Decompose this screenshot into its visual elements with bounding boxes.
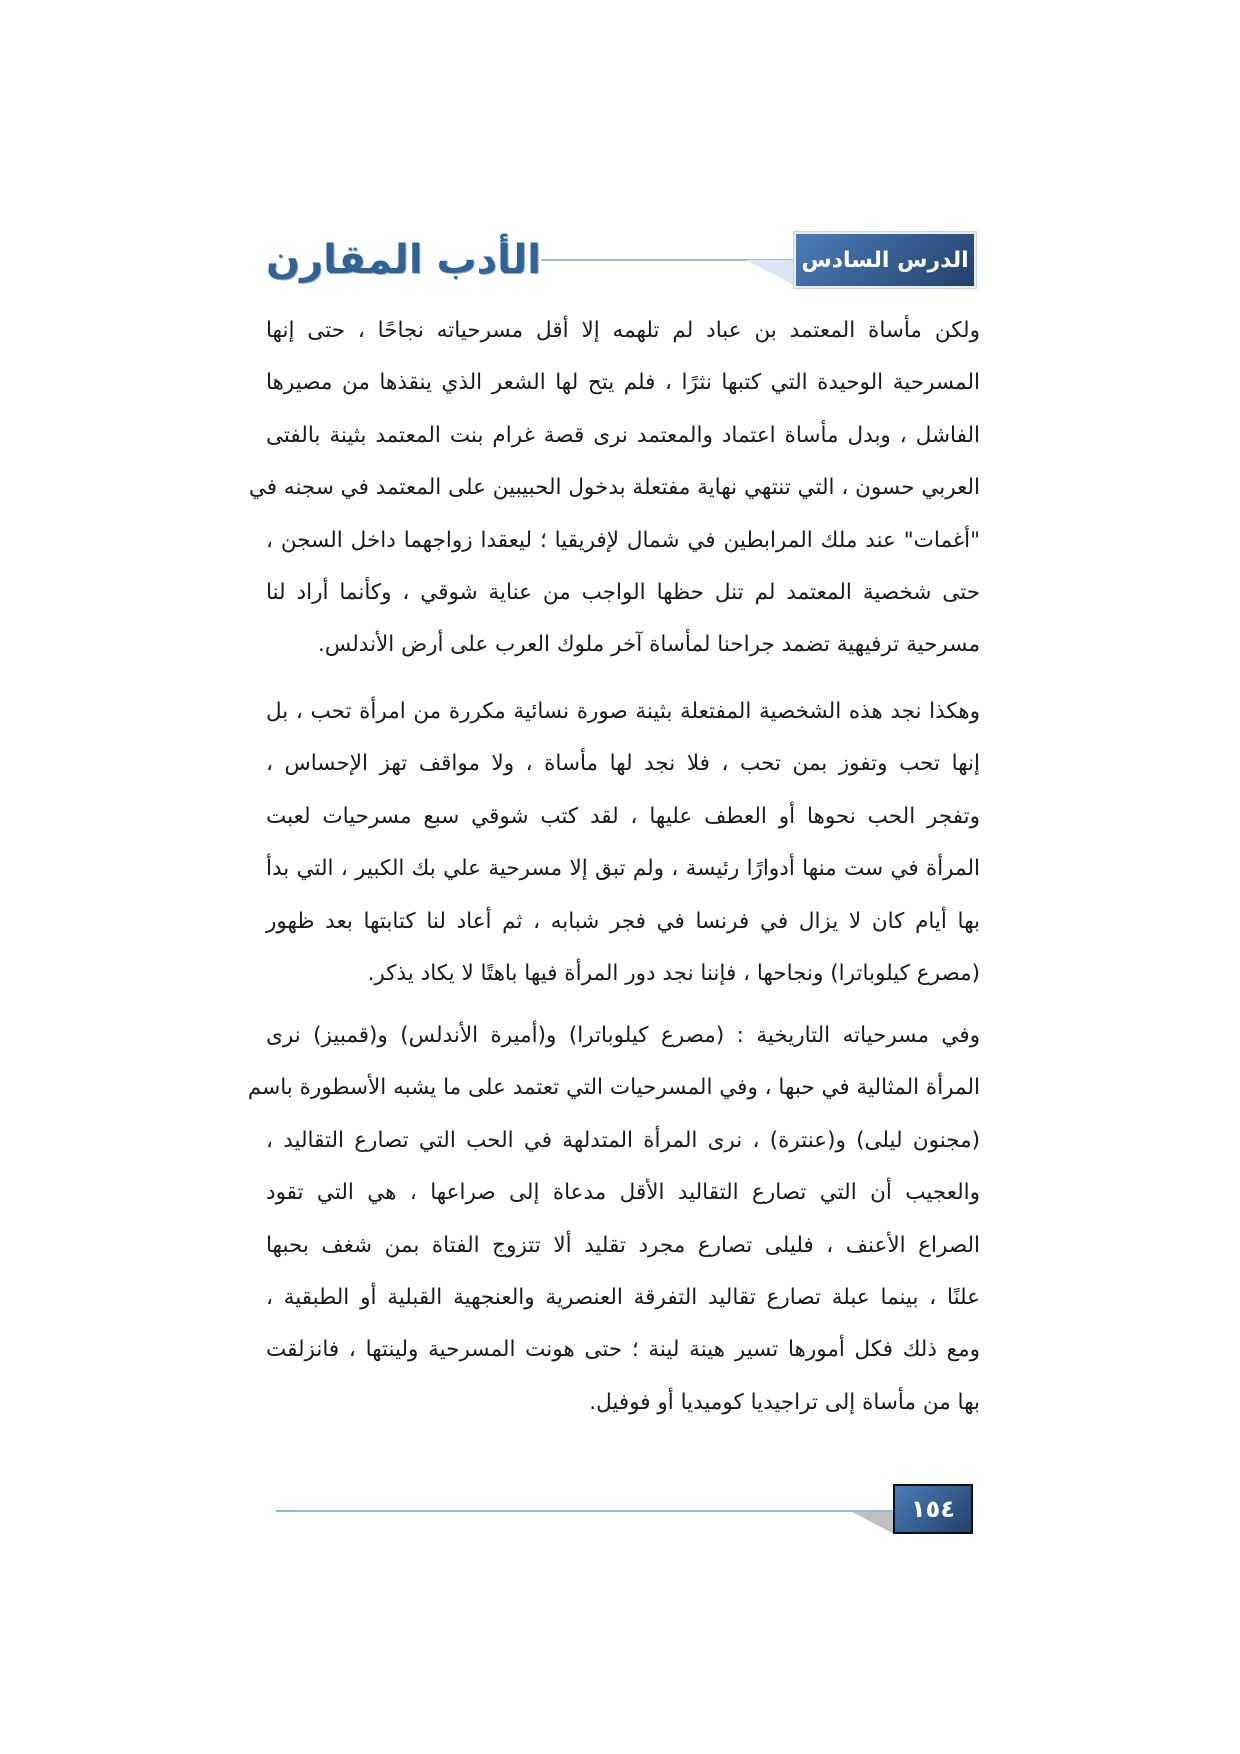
text-line: ولكن مأساة المعتمد بن عباد لم تلهمه إلا أقل مسرحياته نجاحًا ، حتى إنها	[266, 318, 980, 343]
text-line: وفي مسرحياته التاريخية : (مصرع كيلوباترا) و(أميرة الأندلس) و(قمبيز) نرى	[266, 1023, 980, 1048]
text-line: علنًا ، بينما عبلة تصارع تقاليد التفرقة العنصرية والعنجهية القبلية أو الطبقية ،	[266, 1284, 980, 1310]
text-line: والعجيب أن التي تصارع التقاليد الأقل مدعاة إلى صراعها ، هي التي تقود	[266, 1180, 980, 1206]
text-line: الفاشل ، وبدل مأساة اعتماد والمعتمد نرى قصة غرام بنت المعتمد بثينة بالفتى	[266, 422, 980, 448]
text-line: الصراع الأعنف ، فليلى تصارع مجرد تقليد ألا تتزوج الفتاة بمن شغف بحبها	[266, 1232, 980, 1258]
text-line: بها أيام كان لا يزال في فرنسا في فجر شبابه ، ثم أعاد لنا كتابتها بعد ظهور	[266, 908, 980, 934]
text-line: المرأة في ست منها أدوارًا رئيسة ، ولم تبق إلا مسرحية علي بك الكبير ، التي بدأ	[266, 856, 980, 882]
text-line: مسرحية ترفيهية تضمد جراحنا لمأساة آخر ملوك العرب على أرض الأندلس.	[317, 632, 980, 658]
header-divider-shadow	[746, 260, 796, 286]
text-line: بها من مأساة إلى تراجيديا كوميديا أو فوفيل.	[589, 1389, 980, 1415]
text-line: (مجنون ليلى) و(عنترة) ، نرى المرأة المتدلهة في الحب التي تصارع التقاليد ،	[266, 1127, 980, 1153]
text-line: (مصرع كيلوباترا) ونجاحها ، فإننا نجد دور المرأة فيها باهتًا لا يكاد يذكر.	[367, 960, 980, 986]
text-line: العربي حسون ، التي تنتهي نهاية مفتعلة بدخول الحبيبين على المعتمد في سجنه في	[248, 475, 980, 501]
page-header	[266, 232, 976, 288]
text-line: "أغمات" عند ملك المرابطين في شمال لإفريقيا ؛ ليعقدا زواجهما داخل السجن ،	[266, 527, 980, 553]
footer-divider	[276, 1510, 896, 1512]
text-line: إنها تحب وتفوز بمن تحب ، فلا نجد لها مأساة ، ولا مواقف تهز الإحساس ،	[266, 751, 980, 777]
paragraph-2	[266, 686, 980, 1000]
paragraph-3	[247, 1010, 980, 1429]
text-line: وتفجر الحب نحوها أو العطف عليها ، لقد كتب شوقي سبع مسرحيات لعبت	[266, 803, 980, 829]
lesson-badge: الدرس السادس	[794, 232, 976, 288]
footer-divider-shadow	[852, 1512, 894, 1534]
page-number: ١٥٤	[893, 1484, 973, 1534]
text-line: ومع ذلك فكل أمورها تسير هينة لينة ؛ حتى هونت المسرحية ولينتها ، فانزلقت	[266, 1337, 980, 1363]
book-title: الأدب المقارن	[266, 237, 541, 283]
paragraph-1	[248, 305, 980, 672]
text-line: المرأة المثالية في حبها ، وفي المسرحيات التي تعتمد على ما يشبه الأسطورة باسم	[247, 1075, 980, 1101]
text-line: وهكذا نجد هذه الشخصية المفتعلة بثينة صورة نسائية مكررة من امرأة تحب ، بل	[266, 699, 980, 724]
text-line: المسرحية الوحيدة التي كتبها نثرًا ، فلم يتح لها الشعر الذي ينقذها من مصيرها	[266, 370, 980, 396]
text-line: حتى شخصية المعتمد لم تنل حظها الواجب من عناية شوقي ، وكأنما أراد لنا	[266, 579, 980, 605]
